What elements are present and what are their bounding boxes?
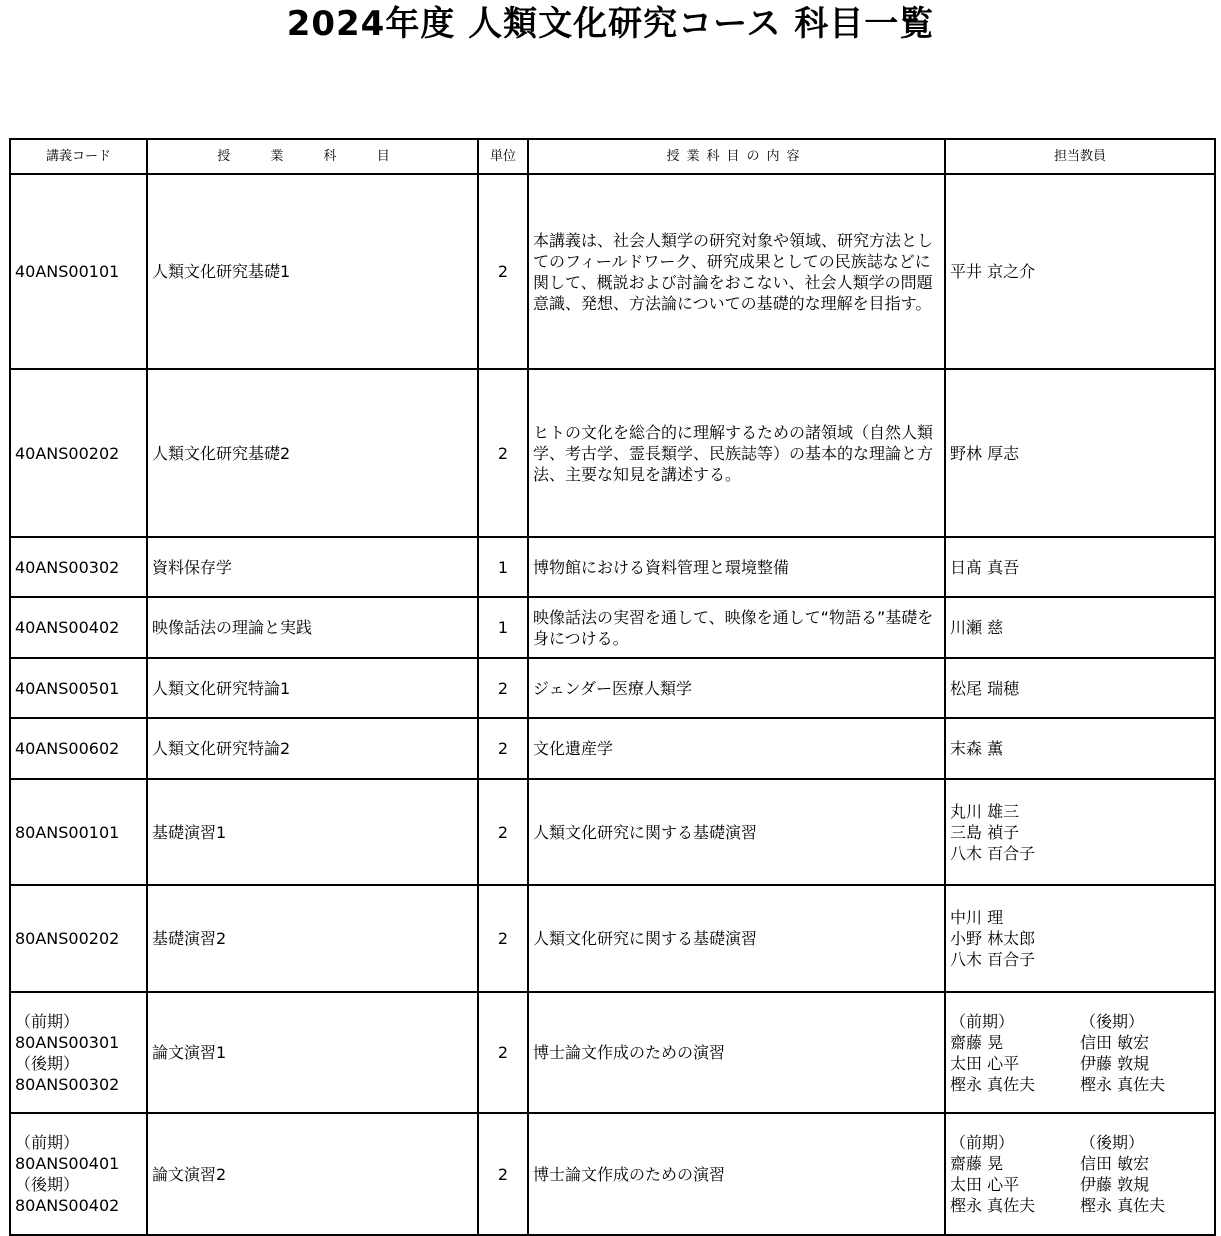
course-units: 2 [478,779,528,885]
course-units: 2 [478,1113,528,1235]
course-instructor [945,1113,1215,1235]
course-units: 2 [478,658,528,718]
course-subject: 基礎演習1 [147,779,478,885]
course-content: 人類文化研究に関する基礎演習 [528,885,945,992]
instructor-first-term: （前期） 齋藤 晃 太田 心平 樫永 真佐夫 [950,1011,1036,1094]
table-row [10,718,1215,779]
course-instructor: 日髙 真吾 [945,537,1215,597]
instructor-columns [950,1011,1210,1095]
course-instructor: 中川 理 小野 林太郎 八木 百合子 [945,885,1215,992]
course-code: 80ANS00202 [10,885,147,992]
course-code: （前期） 80ANS00301 （後期） 80ANS00302 [10,992,147,1113]
course-units: 2 [478,174,528,369]
table-row [10,992,1215,1113]
course-units: 1 [478,537,528,597]
course-code: 40ANS00402 [10,597,147,658]
table-row [10,174,1215,369]
course-subject: 人類文化研究特論1 [147,658,478,718]
course-subject: 人類文化研究特論2 [147,718,478,779]
header-units: 単位 [478,139,528,174]
course-units: 2 [478,885,528,992]
course-code: 80ANS00101 [10,779,147,885]
table-row [10,779,1215,885]
course-content: 博士論文作成のための演習 [528,1113,945,1235]
header-content: 授業科目の内容 [528,139,945,174]
course-content: ジェンダー医療人類学 [528,658,945,718]
instructor-first-term: （前期） 齋藤 晃 太田 心平 樫永 真佐夫 [950,1133,1036,1215]
instructor-columns [950,1132,1210,1216]
course-subject: 資料保存学 [147,537,478,597]
course-instructor: 末森 薫 [945,718,1215,779]
course-subject: 人類文化研究基礎1 [147,174,478,369]
course-units: 2 [478,718,528,779]
header-code: 講義コード [10,139,147,174]
instructor-second-term: （後期） 信田 敏宏 伊藤 敦規 樫永 真佐夫 [1080,1011,1166,1094]
course-units: 2 [478,992,528,1113]
table-header-row [10,139,1215,174]
course-code: 40ANS00501 [10,658,147,718]
course-content: 博士論文作成のための演習 [528,992,945,1113]
course-subject: 基礎演習2 [147,885,478,992]
course-content: 人類文化研究に関する基礎演習 [528,779,945,885]
course-content: 文化遺産学 [528,718,945,779]
table-row [10,597,1215,658]
course-instructor: 野林 厚志 [945,369,1215,537]
course-code: 40ANS00602 [10,718,147,779]
table-row [10,885,1215,992]
course-content: 映像話法の実習を通して、映像を通して“物語る”基礎を身につける。 [528,597,945,658]
course-instructor: 丸川 雄三 三島 禎子 八木 百合子 [945,779,1215,885]
header-instructor: 担当教員 [945,139,1215,174]
course-instructor [945,992,1215,1113]
course-units: 2 [478,369,528,537]
table-row [10,658,1215,718]
table-row [10,1113,1215,1235]
course-code: 40ANS00302 [10,537,147,597]
course-units: 1 [478,597,528,658]
course-subject: 論文演習1 [147,992,478,1113]
table-row [10,369,1215,537]
course-instructor: 松尾 瑞穂 [945,658,1215,718]
course-instructor: 川瀬 慈 [945,597,1215,658]
header-subject: 授 業 科 目 [147,139,478,174]
course-code: 40ANS00202 [10,369,147,537]
page-title: 2024年度 人類文化研究コース 科目一覧 [286,4,935,44]
course-table [9,138,1216,1236]
instructor-second-term: （後期） 信田 敏宏 伊藤 敦規 樫永 真佐夫 [1080,1133,1166,1215]
course-content: 本講義は、社会人類学の研究対象や領域、研究方法としてのフィールドワーク、研究成果としての民族誌などに関して、概説および討論をおこない、社会人類学の問題意識、発想、方法論についての基礎的な理解を目指す。 [528,174,945,369]
course-code: 40ANS00101 [10,174,147,369]
course-content: 博物館における資料管理と環境整備 [528,537,945,597]
course-code: （前期） 80ANS00401 （後期） 80ANS00402 [10,1113,147,1235]
course-instructor: 平井 京之介 [945,174,1215,369]
course-subject: 人類文化研究基礎2 [147,369,478,537]
table-row [10,537,1215,597]
course-content: ヒトの文化を総合的に理解するための諸領域（自然人類学、考古学、霊長類学、民族誌等）の基本的な理論と方法、主要な知見を講述する。 [528,369,945,537]
course-subject: 映像話法の理論と実践 [147,597,478,658]
course-subject: 論文演習2 [147,1113,478,1235]
